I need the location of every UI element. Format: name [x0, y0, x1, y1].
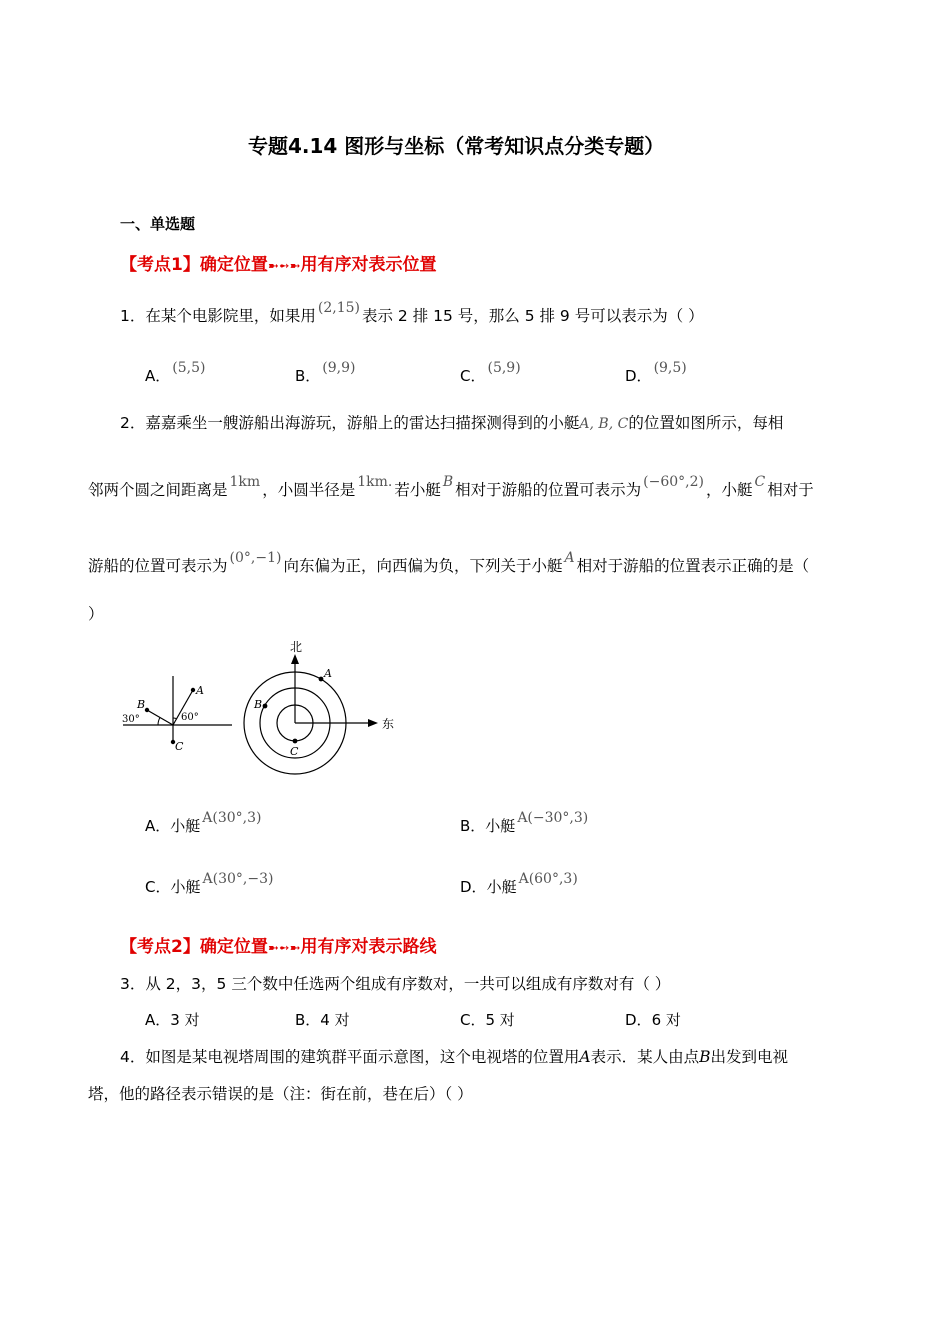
north-arrow-icon: [291, 654, 299, 664]
angle-diagram: [120, 670, 240, 755]
option-b[interactable]: [460, 810, 590, 836]
question-number: 1．: [120, 307, 146, 325]
option-label: A．: [145, 1011, 171, 1029]
question-text: 出发到电视: [710, 1048, 789, 1066]
kaodian-topic: 用有序对表示路线: [300, 937, 437, 957]
section-heading: 一、单选题: [120, 215, 196, 233]
kaodian-label: 确定位置: [199, 937, 268, 957]
radar-diagram: [240, 636, 400, 781]
option-label: A．: [145, 367, 171, 385]
option-math: A(60°,3): [518, 871, 578, 887]
kaodian-topic: 用有序对表示位置: [300, 255, 437, 275]
label-a: A: [324, 667, 332, 680]
option-c[interactable]: [460, 360, 523, 386]
option-a[interactable]: [145, 810, 264, 836]
question-text: 的位置如图所示，每相: [628, 414, 784, 432]
option-label: C．: [460, 367, 486, 385]
question-2-line-2: [88, 474, 814, 500]
option-math: A(30°,−3): [202, 871, 274, 887]
option-math: A(30°,3): [202, 810, 262, 826]
option-b[interactable]: [295, 360, 358, 386]
math-expression: (0°,−1): [229, 550, 282, 566]
option-label: A．: [145, 817, 171, 835]
question-text: 表示 2 排 15 号，那么 5 排 9 号可以表示为（ ）: [362, 307, 704, 325]
math-expression: (2,15): [317, 300, 360, 316]
point-b: [263, 704, 268, 709]
option-label: D．: [625, 367, 652, 385]
option-text: 小艇: [486, 878, 517, 896]
option-math: A(−30°,3): [517, 810, 589, 826]
option-text: 4 对: [320, 1011, 350, 1029]
label-b: B: [254, 698, 263, 711]
option-label: D．: [625, 1011, 652, 1029]
option-a[interactable]: [145, 1009, 200, 1030]
question-number: 4．: [120, 1048, 146, 1066]
option-c[interactable]: [460, 1009, 515, 1030]
question-number: 2．: [120, 414, 146, 432]
option-label: B．: [460, 817, 486, 835]
question-text: 表示．某人由点: [590, 1048, 700, 1066]
option-math: (5,5): [172, 360, 206, 376]
option-text: 小艇: [170, 878, 201, 896]
question-text: 在某个电影院里，如果用: [145, 307, 316, 325]
east-arrow-icon: [368, 719, 378, 727]
angle-arc-60: [173, 718, 177, 719]
option-label: B．: [295, 367, 321, 385]
point-a: [319, 677, 324, 682]
point-c: [293, 739, 298, 744]
option-text: 6 对: [651, 1011, 681, 1029]
question-text: 相对于游船的位置表示正确的是（: [576, 557, 810, 575]
question-text: 若小艇: [394, 481, 441, 499]
question-text: 向东偏为正，向西偏为负，下列关于小艇: [283, 557, 563, 575]
point-b: [145, 708, 149, 712]
question-text: 邻两个圆之间距离是: [88, 481, 228, 499]
angle-arc-30: [158, 718, 160, 726]
math-expression: 1km.: [357, 474, 393, 490]
label-angle-60: 60°: [181, 712, 199, 723]
option-d[interactable]: [460, 871, 580, 897]
option-d[interactable]: [625, 360, 689, 386]
option-c[interactable]: [145, 871, 275, 897]
option-label: C．: [460, 1011, 486, 1029]
math-expression: B: [699, 1048, 711, 1066]
question-2-line-3: [88, 550, 809, 576]
label-c: C: [290, 745, 299, 758]
option-text: 小艇: [170, 817, 201, 835]
option-b[interactable]: [295, 1009, 350, 1030]
question-1: [120, 300, 704, 326]
label-a: A: [196, 684, 204, 697]
kaodian-label: 确定位置: [199, 255, 268, 275]
question-text: 游船的位置可表示为: [88, 557, 228, 575]
question-text: 如图是某电视塔周围的建筑群平面示意图，这个电视塔的位置用: [145, 1048, 580, 1066]
arrows-icon: ➼➻➼: [267, 941, 301, 956]
option-text: 3 对: [170, 1011, 200, 1029]
kaodian-bracket: 【考点1】: [120, 255, 200, 275]
option-math: (9,9): [322, 360, 356, 376]
page-title: 专题4.14 图形与坐标（常考知识点分类专题）: [248, 134, 665, 158]
question-2-line-4: ）: [88, 605, 104, 623]
label-b: B: [137, 698, 146, 711]
option-math: (9,5): [653, 360, 687, 376]
math-expression: A: [579, 1048, 591, 1066]
label-east: 东: [382, 717, 395, 731]
math-expression: A: [564, 550, 575, 566]
question-4-line-2: 塔，他的路径表示错误的是（注：街在前，巷在后）（ ）: [88, 1085, 473, 1103]
label-angle-30: 30°: [122, 714, 140, 725]
question-text: 嘉嘉乘坐一艘游船出海游玩，游船上的雷达扫描探测得到的小艇: [145, 414, 580, 432]
kaodian-2-heading: [120, 932, 437, 957]
label-c: C: [175, 740, 184, 753]
question-text: ，小艇: [705, 481, 753, 499]
option-text: 小艇: [485, 817, 516, 835]
point-a: [191, 688, 195, 692]
question-text: 相对于游船的位置可表示为: [455, 481, 642, 499]
option-a[interactable]: [145, 360, 207, 386]
math-expression: B: [442, 474, 454, 490]
option-text: 5 对: [485, 1011, 515, 1029]
option-d[interactable]: [625, 1009, 681, 1030]
arrows-icon: ➼➻➼: [267, 259, 301, 274]
question-number: 3．: [120, 975, 146, 993]
option-math: (5,9): [487, 360, 521, 376]
label-north: 北: [290, 640, 303, 654]
question-3: [120, 972, 670, 994]
question-text: ，小圆半径是: [262, 481, 356, 499]
kaodian-1-heading: [120, 250, 437, 275]
math-expression: C: [754, 474, 766, 490]
question-text: 相对于: [767, 481, 814, 499]
math-expression: (−60°,2): [643, 474, 704, 490]
question-4-line-1: [120, 1045, 788, 1067]
math-expression: A, B, C: [579, 416, 629, 432]
math-expression: 1km: [229, 474, 261, 490]
option-label: D．: [460, 878, 487, 896]
option-label: C．: [145, 878, 171, 896]
question-2-line-1: [120, 411, 783, 433]
kaodian-bracket: 【考点2】: [120, 937, 200, 957]
question-text: 从 2，3，5 三个数中任选两个组成有序数对，一共可以组成有序数对有（ ）: [145, 975, 671, 993]
option-label: B．: [295, 1011, 321, 1029]
